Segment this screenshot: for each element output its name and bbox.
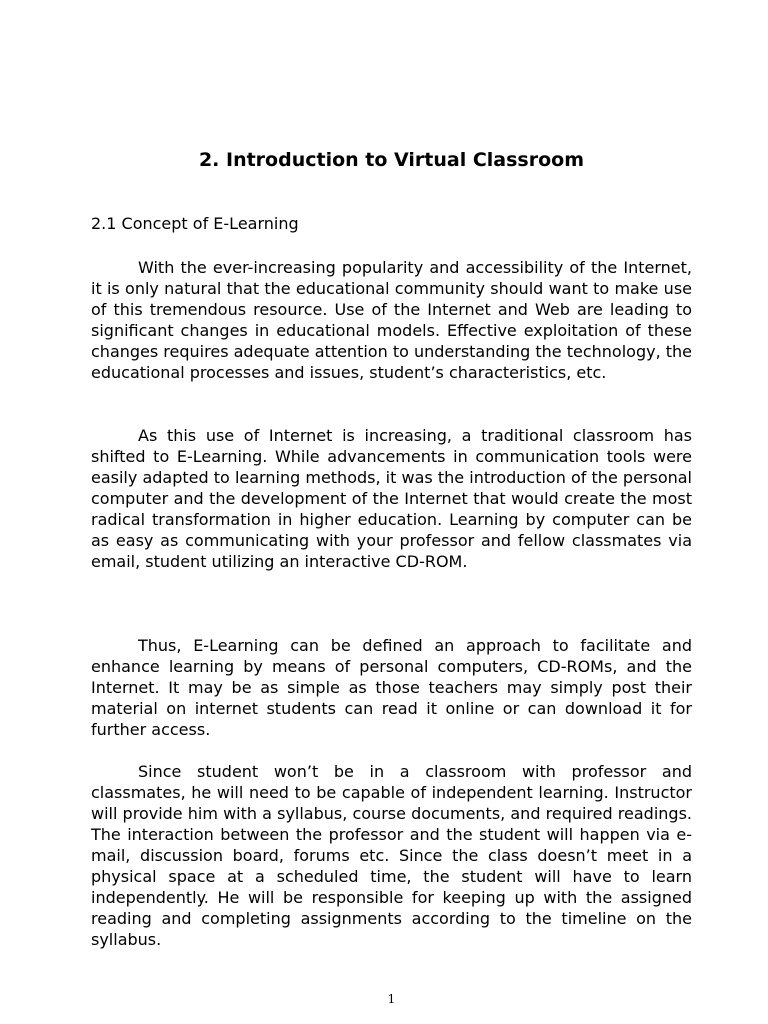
- paragraph-2: As this use of Internet is increasing, a traditional classroom has shifted to E-Learning. While advancements in communication tools were easily adapted to learning methods, it was the introduction of the personal computer and the development of the Internet that would create the most radical transformation in higher education. Learning by computer can be as easy as communicating with your professor and fellow classmates via email, student utilizing an interactive CD-ROM.: [91, 426, 692, 571]
- document-title: 2. Introduction to Virtual Classroom: [198, 149, 585, 171]
- paragraph-4: Since student won’t be in a classroom with professor and classmates, he will need to be capable of independent learning. Instructor will provide him with a syllabus, course documents, and required readings. The interaction between the professor and the student will happen via e-mail, discussion board, forums etc. Since the class doesn’t meet in a physical space at a scheduled time, the student will have to learn independently. He will be responsible for keeping up with the assigned reading and completing assignments according to the timeline on the syllabus.: [91, 762, 692, 949]
- paragraph-3: Thus, E-Learning can be defined an approach to facilitate and enhance learning by means of personal computers, CD-ROMs, and the Internet. It may be as simple as those teachers may simply post their material on internet students can read it online or can download it for further access.: [91, 636, 692, 739]
- document-page: [91, 0, 692, 1024]
- page-number: 1: [387, 992, 396, 1006]
- section-heading: 2.1 Concept of E-Learning: [91, 214, 299, 233]
- paragraph-1: With the ever-increasing popularity and accessibility of the Internet, it is only natural that the educational community should want to make use of this tremendous resource. Use of the Internet and Web are leading to significant changes in educational models. Effective exploitation of these changes requires adequate attention to understanding the technology, the educational processes and issues, student’s characteristics, etc.: [91, 258, 692, 382]
